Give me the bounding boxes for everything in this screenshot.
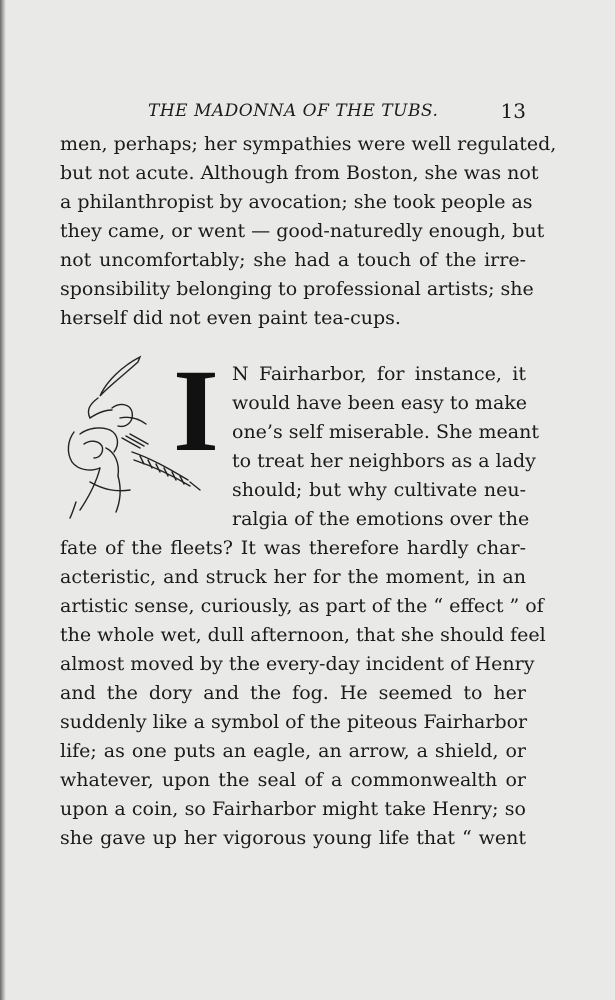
page-number: 13: [500, 99, 526, 123]
text-line: she gave up her vigorous young life that “ went: [60, 827, 526, 849]
text-line: N Fairharbor, for instance, it: [232, 363, 526, 385]
text-line: sponsibility belonging to professional artists; she: [60, 278, 534, 300]
text-line: they came, or went — good-naturedly enough, but: [60, 220, 545, 242]
text-line: the whole wet, dull afternoon, that she should feel: [60, 624, 546, 646]
text-line: but not acute. Although from Boston, she was not: [60, 162, 539, 184]
drop-cap-letter: I: [173, 345, 219, 476]
text-line: whatever, upon the seal of a commonwealth or: [60, 769, 526, 791]
text-line: men, perhaps; her sympathies were well regulated,: [60, 133, 557, 155]
decorative-drop-cap: [60, 345, 219, 524]
text-line: life; as one puts an eagle, an arrow, a shield, or: [60, 740, 526, 762]
text-line: fate of the fleets? It was therefore hardly char-: [60, 537, 526, 559]
text-line: artistic sense, curiously, as part of the “ effect ” of: [60, 595, 544, 617]
text-line: one’s self miserable. She meant: [232, 421, 539, 443]
text-line: ralgia of the emotions over the: [232, 508, 530, 530]
text-line: almost moved by the every-day incident of Henry: [60, 653, 535, 675]
text-line: should; but why cultivate neu-: [232, 479, 526, 501]
text-line: herself did not even paint tea-cups.: [60, 307, 401, 329]
text-line: a philanthropist by avocation; she took people as: [60, 191, 533, 213]
text-line: and the dory and the fog. He seemed to her: [60, 682, 526, 704]
text-line: upon a coin, so Fairharbor might take Henry; so: [60, 798, 526, 820]
text-line: not uncomfortably; she had a touch of the irre-: [60, 249, 526, 271]
page-header: [60, 96, 526, 126]
text-line: acteristic, and struck her for the moment, in an: [60, 566, 526, 588]
text-line: suddenly like a symbol of the piteous Fairharbor: [60, 711, 528, 733]
book-spine-shadow: [0, 0, 6, 1000]
text-line: would have been easy to make: [232, 392, 528, 414]
running-title: THE MADONNA OF THE TUBS.: [148, 101, 439, 121]
text-line: to treat her neighbors as a lady: [232, 450, 536, 472]
